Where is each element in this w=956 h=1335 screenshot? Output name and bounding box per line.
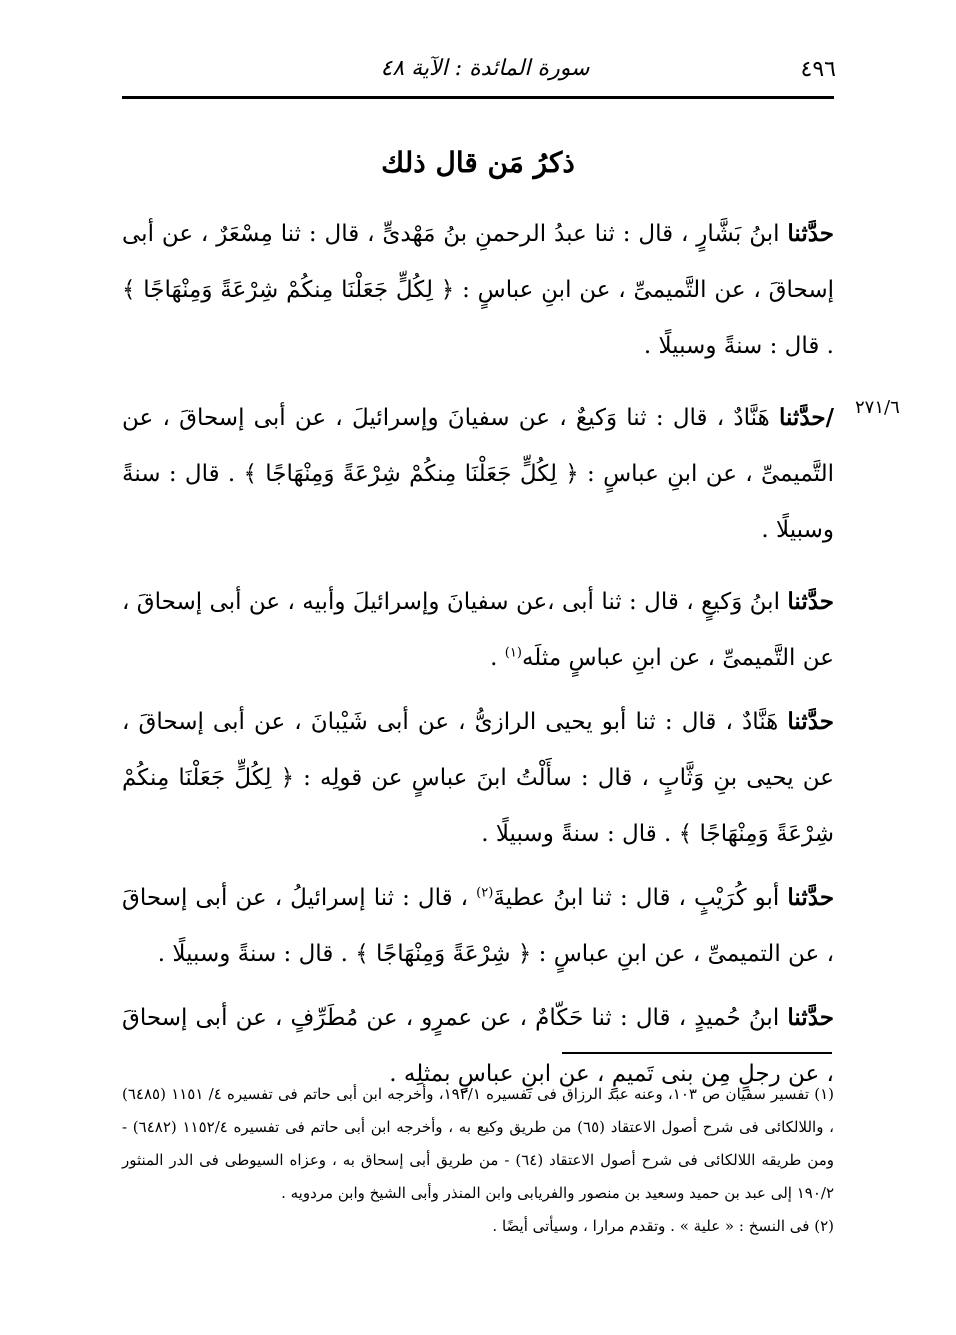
paragraph-text: ابنُ بَشَّارٍ ، قال : ثنا عبدُ الرحمنِ بنُ مَهْدىٍّ ، قال : ثنا مِسْعَرٌ ، عن أبى إسحاقَ ، عن التَّميمىِّ ، عن ابنِ عباسٍ : ﴿ لِكُلٍّ جَعَلْنَا مِنكُمْ شِرْعَةً وَمِنْهَاجًا ﴾ . قال : سنةً وسبيلًا . <box>122 221 834 359</box>
footnote-divider <box>562 1052 832 1054</box>
paragraph-text: ابنُ حُميدٍ ، قال : ثنا حَكّامٌ ، عن عمرٍو ، عن مُطَرِّفٍ ، عن أبى إسحاقَ ، عن رجلٍ مِن بنى تَميمٍ ، عن ابنِ عباسٍ بمثلِه . <box>122 1005 834 1087</box>
footnote-ref: (١) <box>504 645 522 661</box>
section-title: ذكرُ مَن قال ذلك <box>381 146 575 179</box>
header-divider <box>122 96 834 99</box>
footnote-ref: (٢) <box>476 885 494 901</box>
paragraph <box>122 870 834 982</box>
paragraph-lead: حدَّثنا <box>787 588 835 615</box>
page-number: ٤٩٦ <box>800 57 836 82</box>
paragraph-tail: . <box>490 645 505 671</box>
running-title: سورة المائدة : الآية ٤٨ <box>380 56 590 81</box>
paragraph <box>122 574 834 686</box>
footnote: (٢) فى النسخ : « علية » . وتقدم مرارا ، وسيأتى أيضًا . <box>492 1217 834 1235</box>
paragraph-lead: حدَّثنا <box>787 220 835 247</box>
paragraph-text: أبو كُرَيْبٍ ، قال : ثنا ابنُ عطيةَ <box>493 885 780 911</box>
paragraph-text: هَنَّادٌ ، قال : ثنا أبو يحيى الرازىُّ ، عن أبى شَيْبانَ ، عن أبى إسحاقَ ، عن يحيى بنِ وَثَّابٍ ، قال : سأَلْتُ ابنَ عباسٍ عن قولِه : ﴿ لِكُلٍّ جَعَلْنَا مِنكُمْ شِرْعَةً وَمِنْهَاجًا ﴾ . قال : سنةً وسبيلًا . <box>122 709 834 847</box>
margin-note: ٢٧١/٦ <box>855 397 900 418</box>
paragraph <box>122 390 834 558</box>
paragraph-text: ابنُ وَكيعٍ ، قال : ثنا أبى ،عن سفيانَ وإسرائيلَ وأبيه ، عن أبى إسحاقَ ، عن التَّميمىِّ ، عن ابنِ عباسٍ مثلَه <box>122 589 834 671</box>
main-text <box>122 206 834 1110</box>
paragraph-lead: حدَّثنا <box>787 1004 834 1031</box>
paragraph-lead: حدَّثنا <box>787 884 835 911</box>
paragraph-lead: /حدَّثنا <box>778 404 835 431</box>
paragraph-text: هَنَّادٌ ، قال : ثنا وَكيعٌ ، عن سفيانَ وإسرائيلَ ، عن أبى إسحاقَ ، عن التَّميمىِّ ، عن ابنِ عباسٍ : ﴿ لِكُلٍّ جَعَلْنَا مِنكُمْ شِرْعَةً وَمِنْهَاجًا ﴾ . قال : سنةً وسبيلًا . <box>122 405 834 543</box>
paragraph <box>122 206 834 374</box>
paragraph-lead: حدَّثنا <box>787 708 834 735</box>
paragraph <box>122 694 834 862</box>
paragraph-tail: ، قال : ثنا إسرائيلُ ، عن أبى إسحاقَ ، عن التميمىِّ ، عن ابنِ عباسٍ : ﴿ شِرْعَةً وَمِنْهَاجًا ﴾ . قال : سنةً وسبيلًا . <box>122 885 834 967</box>
footnote: (١) تفسير سفيان ص ١٠٣، وعنه عبد الرزاق فى تفسيره ١٩٢/١، وأخرجه ابن أبى حاتم فى تفسيره ٤/ ١١٥١ (٦٤٨٥) ، واللالكائى فى شرح أصول الاعتقاد (٦٥) من طريق وكيع به ، وأخرجه ابن أبى حاتم فى تفسيره ١١٥٢/٤ (٦٤٨٢) - ومن طريقه اللالكائى فى شرح أصول الاعتقاد (٦٤) - من طريق أبى إسحاق به ، وعزاه السيوطى فى الدر المنثور ١٩٠/٢ إلى عبد بن حميد وسعيد بن منصور والفريابى وابن المنذر وأبى الشيخ وابن مردويه . <box>122 1085 835 1202</box>
footnotes <box>122 1078 834 1243</box>
